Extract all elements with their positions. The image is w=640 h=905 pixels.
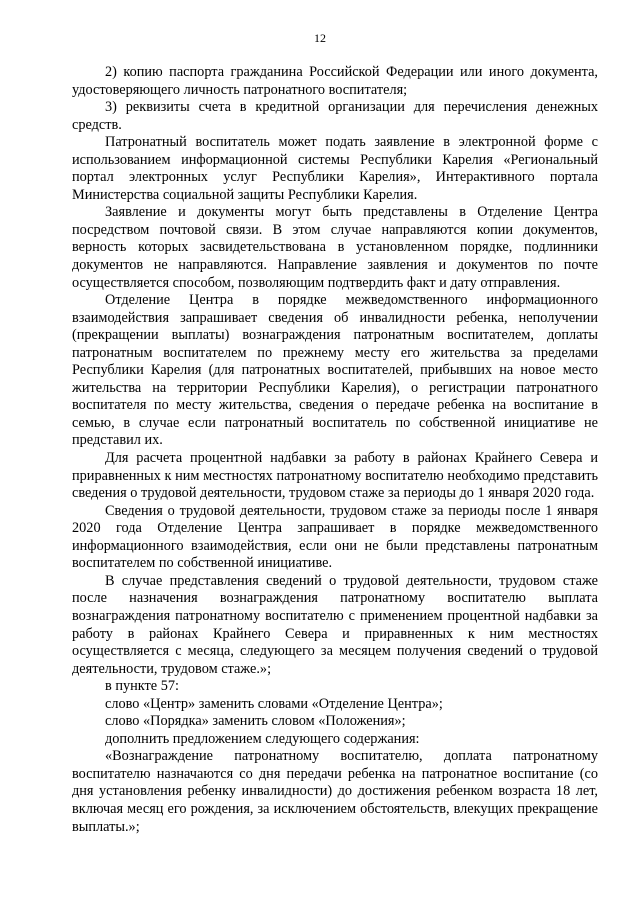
paragraph-add-sentence: дополнить предложением следующего содержания: (105, 730, 420, 747)
paragraph-replace-order: слово «Порядка» заменить словом «Положения»; (105, 713, 406, 730)
paragraph-electronic-application: Патронатный воспитатель может подать заявление в электронной форме с использованием информационной системы Республики Карелия «Региональный портал электронных услуг Республики Карелия», Интерактивного портала Министерства социальной защиты Республики Карелия. (72, 134, 598, 203)
document-body (72, 64, 598, 836)
paragraph-interagency-request: Отделение Центра в порядке межведомственного информационного взаимодействия запрашивает сведения об инвалидности ребенка, неполучении (прекращении выплаты) вознаграждения патронатным воспитателем, доплаты патронатным воспитателем по прежнему месту его жительства за пределами Республики Карелия (для патронатных воспитателей, прибывших на новое место жительства на территории Республики Карелия), о регистрации патронатного воспитателя по месту жительства, сведения о передаче ребенка на воспитание в семью, в случае если патронатный воспитатель по собственной инициативе не представил их. (72, 292, 598, 449)
paragraph-remuneration-term: «Вознаграждение патронатному воспитателю, доплата патронатному воспитателю назначаются со дня передачи ребенка на патронатное воспитание (со дня установления ребенку инвалидности) до достижения ребенком возраста 18 лет, включая месяц его рождения, за исключением обстоятельств, влекущих прекращение выплаты.»; (72, 748, 598, 835)
paragraph-work-history-after-2020: Сведения о трудовой деятельности, трудовом стаже за периоды после 1 января 2020 года Отделение Центра запрашивает в порядке межведомственного информационного взаимодействия, если они не были представлены патронатным воспитателем по собственной инициативе. (72, 502, 598, 572)
paragraph-replace-center: слово «Центр» заменить словами «Отделение Центра»; (105, 695, 443, 712)
paragraph-item-57: в пункте 57: (105, 678, 179, 695)
page-number: 12 (314, 31, 326, 45)
paragraph-postal-submission: Заявление и документы могут быть представлены в Отделение Центра посредством почтовой связи. В этом случае направляются копии документов, верность которых засвидетельствована в установленном порядке, подлинники документов не направляются. Направление заявления и документов по почте осуществляется способом, позволяющим подтвердить факт и дату отправления. (72, 204, 598, 291)
paragraph-passport-copy: 2) копию паспорта гражданина Российской Федерации или иного документа, удостоверяющего личность патронатного воспитателя; (72, 64, 598, 98)
paragraph-late-work-history: В случае представления сведений о трудовой деятельности, трудовом стаже после назначения вознаграждения патронатному воспитателю выплата вознаграждения патронатному воспитателю с применением процентной надбавки за работу в районах Крайнего Севера и приравненных к ним местностях осуществляется с месяца, следующего за месяцем получения сведений о трудовой деятельности, трудовом стаже.»; (72, 572, 598, 677)
paragraph-bank-details: 3) реквизиты счета в кредитной организации для перечисления денежных средств. (72, 99, 598, 133)
paragraph-northern-allowance: Для расчета процентной надбавки за работу в районах Крайнего Севера и приравненных к ним местностях патронатному воспитателю необходимо представить сведения о трудовой деятельности, трудовом стаже за периоды до 1 января 2020 года. (72, 450, 598, 502)
